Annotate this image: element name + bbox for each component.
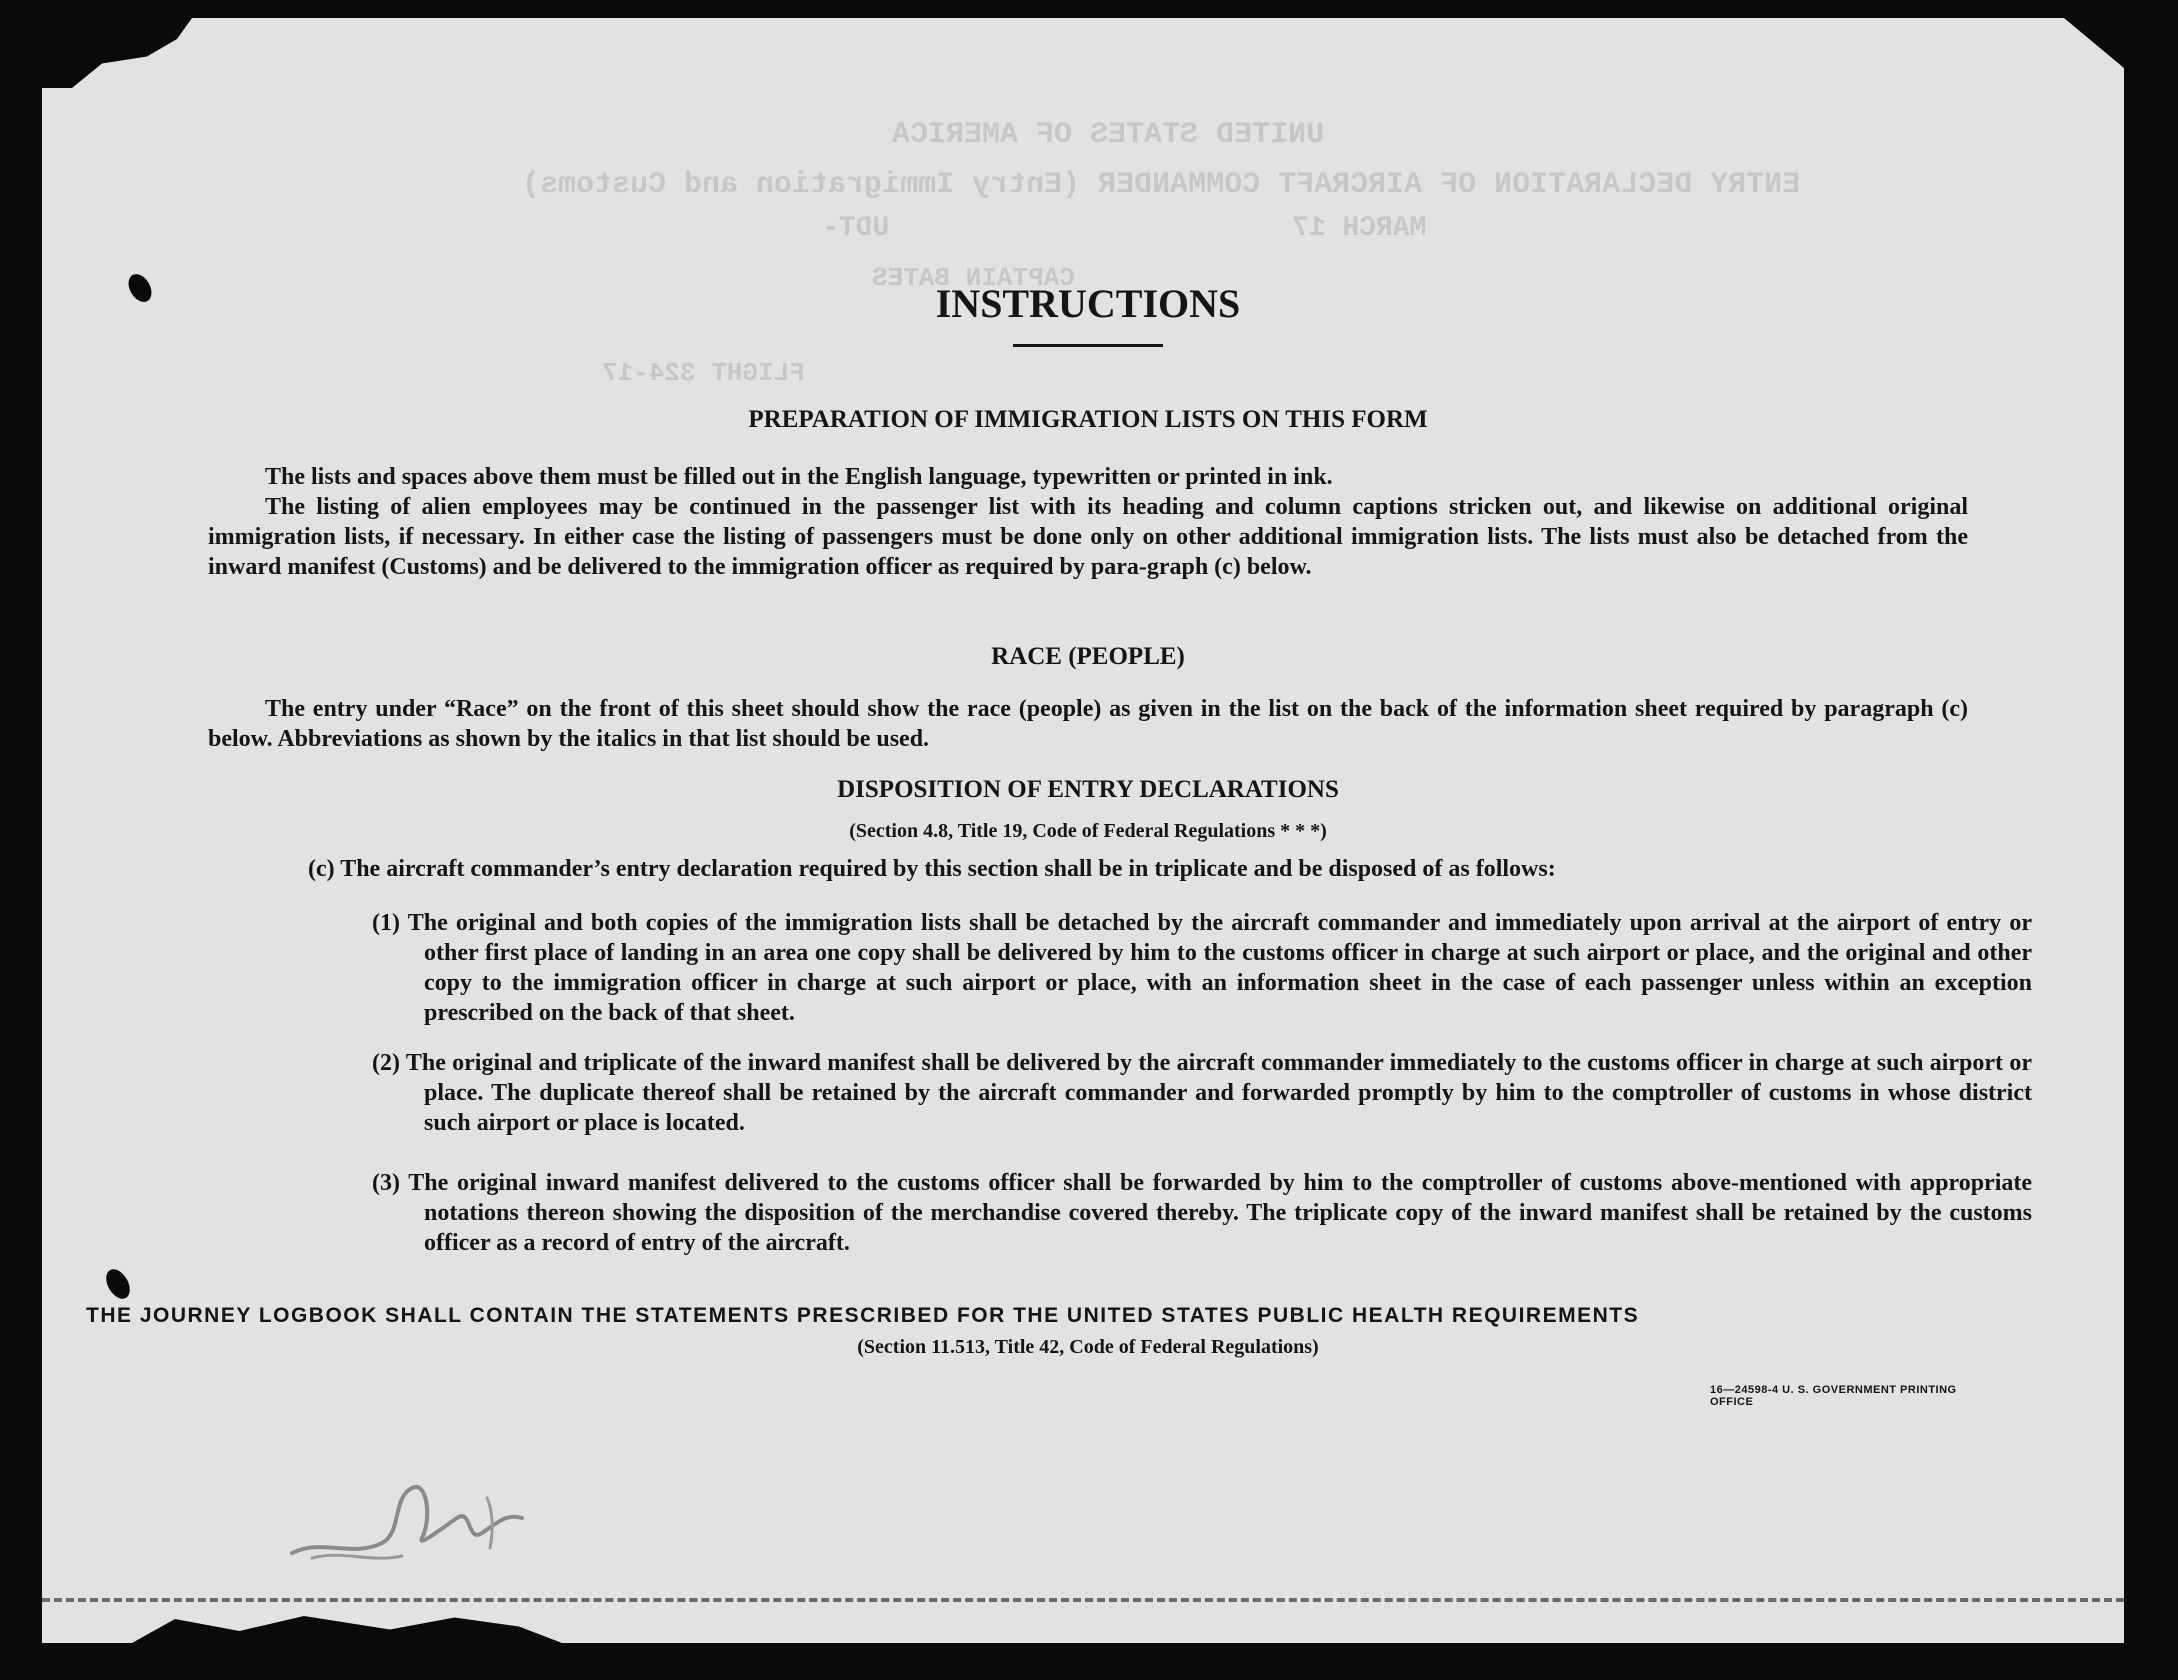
bleed-through-text: FLIGHT 324-17 bbox=[602, 358, 805, 388]
ink-blot bbox=[101, 1265, 134, 1303]
torn-edge-top-right bbox=[2064, 18, 2124, 68]
title-underline bbox=[1013, 344, 1163, 347]
bleed-through-text: CAPTAIN BATES bbox=[872, 263, 1075, 293]
footer-notice: THE JOURNEY LOGBOOK SHALL CONTAIN THE STATEMENTS PRESCRIBED FOR THE UNITED STATES PUBLIC HEALTH REQUIREMENTS bbox=[86, 1304, 1640, 1327]
handwritten-signature-icon bbox=[282, 1458, 542, 1578]
footer-subheading: (Section 11.513, Title 42, Code of Federal Regulations) bbox=[857, 1336, 1319, 1358]
paragraph-race: The entry under “Race” on the front of this sheet should show the race (people) as given in the list on the back of the information sheet required by paragraph (c) below. Abbreviations as shown by the italics in that list should be used. bbox=[208, 696, 1968, 752]
list-item: (3) The original inward manifest delivered to the customs officer shall be forwarded by him to the comptroller of customs above-mentioned with appropriate notations thereon showing the disposition of the merchandise covered thereby. The triplicate copy of the inward manifest shall be retained by the customs officer as a record of entry of the aircraft. bbox=[372, 1170, 2032, 1256]
document-page bbox=[42, 18, 2124, 1643]
section-heading-disposition: DISPOSITION OF ENTRY DECLARATIONS bbox=[837, 776, 1339, 803]
paragraph-preparation-2: The listing of alien employees may be continued in the passenger list with its heading and column captions stricken out, and likewise on additional original immigration lists, if necessary. In either case the listing of passengers must be done only on other additional immigration lists. The lists must also be detached from the inward manifest (Customs) and be delivered to the immigration officer as required by para-graph (c) below. bbox=[208, 494, 1968, 580]
section-subheading-disposition: (Section 4.8, Title 19, Code of Federal Regulations * * *) bbox=[849, 820, 1327, 842]
section-heading-preparation: PREPARATION OF IMMIGRATION LISTS ON THIS FORM bbox=[748, 406, 1428, 433]
torn-edge-top-left bbox=[42, 18, 192, 88]
ink-blot bbox=[124, 270, 156, 306]
section-heading-race: RACE (PEOPLE) bbox=[991, 643, 1185, 670]
list-item: (2) The original and triplicate of the inward manifest shall be delivered by the aircraft commander immediately to the customs officer in charge at such airport or place. The duplicate thereof shall be retained by the aircraft commander and forwarded promptly by him to the comptroller of customs in whose district such airport or place is located. bbox=[372, 1050, 2032, 1136]
perforation-line bbox=[42, 1598, 2124, 1602]
bleed-through-text: MARCH 17 bbox=[1292, 213, 1427, 244]
paragraph-disposition-intro: (c) The aircraft commander’s entry declaration required by this section shall be in triplicate and be disposed of as follows: bbox=[308, 856, 1556, 882]
paragraph-preparation-1: The lists and spaces above them must be filled out in the English language, typewritten or printed in ink. bbox=[265, 464, 1333, 490]
torn-edge-bottom bbox=[132, 1613, 562, 1643]
bleed-through-text: UNITED STATES OF AMERICA bbox=[892, 118, 1325, 152]
bleed-through-text: UDT- bbox=[822, 213, 890, 244]
page-title: INSTRUCTIONS bbox=[935, 281, 1241, 326]
list-item: (1) The original and both copies of the immigration lists shall be detached by the aircraft commander and immediately upon arrival at the airport of entry or other first place of landing in an area one copy shall be delivered by him to the customs officer in charge at such airport or place, and the original and other copy to the immigration officer in charge at such airport or place, with an information sheet in the case of each passenger unless within an exception prescribed on the back of that sheet. bbox=[372, 910, 2032, 1026]
bleed-through-text: ENTRY DECLARATION OF AIRCRAFT COMMANDER (Entry Immigration and Customs) bbox=[522, 168, 1801, 202]
print-code: 16—24598-4 U. S. GOVERNMENT PRINTING OFFICE bbox=[1710, 1384, 1957, 1408]
